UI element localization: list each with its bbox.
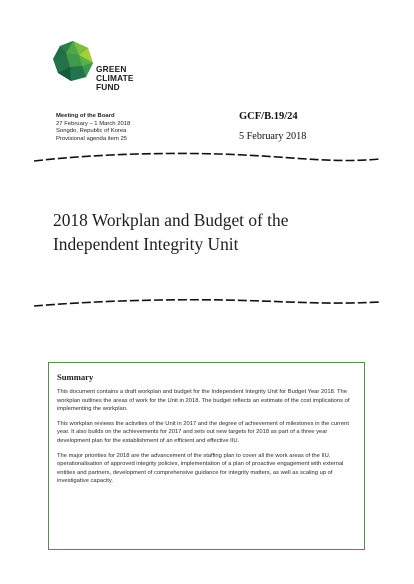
- globe-icon: [51, 39, 95, 83]
- summary-paragraph-1: This document contains a draft workplan and budget for the Independent Integrity Unit for Budget Year 2018. The workplan outlines the areas of work for the Unit in 2018. The budget reflects an estimate of the cost implications of implementing the workplan.: [57, 389, 350, 413]
- summary-heading: Summary: [57, 372, 94, 382]
- decorative-wave-top: [34, 151, 380, 165]
- summary-paragraph-3: The major priorities for 2018 are the advancement of the staffing plan to cover all the work areas of the IIU, operationalisation of approved integrity policies, implementation of a plan of proactive engagement with external entities and partners, development of comprehensive guidance for integrity matters, as well as scaling up of investigative capacity.: [57, 452, 344, 485]
- document-date: 5 February 2018: [239, 131, 307, 142]
- logo-line-green: GREEN: [96, 64, 127, 74]
- document-title: [53, 208, 383, 256]
- title-line-2: Independent Integrity Unit: [53, 234, 239, 254]
- green-climate-fund-logo: [51, 39, 171, 103]
- meeting-info: [56, 113, 130, 143]
- meeting-agenda: Provisional agenda item 25: [56, 135, 128, 142]
- summary-box: [48, 362, 365, 550]
- decorative-wave-bottom: [34, 297, 380, 311]
- logo-line-fund: FUND: [96, 82, 120, 93]
- logo-wordmark: [96, 65, 134, 93]
- logo-line-climate: CLIMATE: [96, 73, 134, 84]
- document-code: GCF/B.19/24: [239, 111, 298, 122]
- meeting-dates: 27 February – 1 March 2018: [56, 120, 131, 127]
- summary-paragraph-2: This workplan reviews the activities of the Unit in 2017 and the degree of achievement of milestones in the current year. It also builds on the achievements for 2017 and sets out new targets for 2018 as part of a three year development plan for the establishment of an efficient and effective IIU.: [57, 420, 349, 444]
- meeting-location: Songdo, Republic of Korea: [56, 128, 127, 135]
- title-line-1: 2018 Workplan and Budget of the: [53, 210, 289, 230]
- document-reference: [239, 111, 306, 142]
- meeting-title: Meeting of the Board: [56, 113, 115, 119]
